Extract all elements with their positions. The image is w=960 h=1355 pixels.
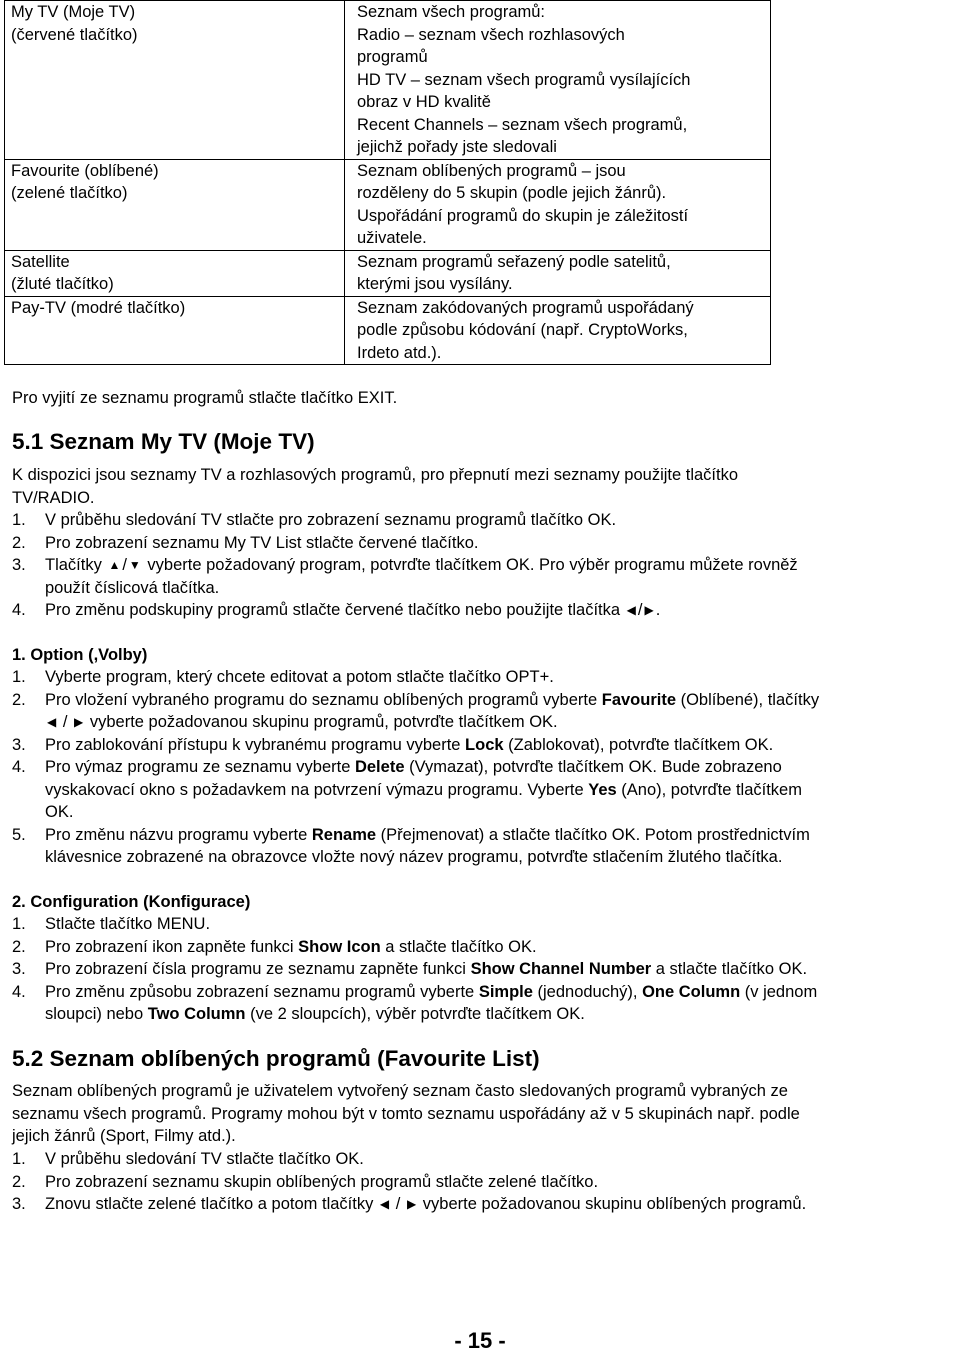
list-number: 1. [12, 915, 26, 933]
list-item [12, 756, 819, 824]
step-text: Pro zobrazení ikon zapněte funkci [45, 937, 299, 956]
intro-line: Seznam oblíbených programů je uživatelem vytvořený seznam často sledovaných programů vybraných ze [12, 1082, 788, 1100]
intro-line: K dispozici jsou seznamy TV a rozhlasových programů, pro přepnutí mezi seznamy použijte tlačítko [12, 466, 739, 484]
list-number: 3. [12, 1195, 26, 1213]
list-number: 3. [12, 556, 26, 574]
step-text: (Oblíbené), tlačítky [676, 690, 820, 709]
desc-line: Seznam programů seřazený podle satelitů, [357, 252, 671, 271]
list-item [12, 913, 817, 936]
key-label: My TV (Moje TV) [11, 3, 136, 21]
desc-line: kterými jsou vysílány. [357, 275, 513, 293]
section-title-my-tv: 5.1 Seznam My TV (Moje TV) [12, 429, 315, 454]
step-keyword: Delete [354, 758, 405, 776]
table-cell-key [5, 250, 345, 296]
step-text: (ve 2 sloupcích), výběr potvrďte tlačítkem OK. [245, 1005, 585, 1023]
desc-line: Irdeto atd.). [357, 343, 442, 362]
list-item [12, 1148, 806, 1171]
step-text: Pro zablokování přístupu k vybranému programu vyberte [45, 735, 466, 754]
step-keyword: Show Channel Number [470, 960, 652, 978]
key-label: Pay-TV (modré tlačítko) [11, 298, 186, 317]
table-cell-key [5, 159, 345, 250]
list-item [12, 734, 819, 757]
list-number: 1. [12, 668, 26, 686]
list-item [12, 666, 819, 689]
desc-line: obraz v HD kvalitě [357, 93, 491, 111]
separator: / [637, 601, 643, 619]
left-triangle-icon: ◀ [379, 1197, 390, 1211]
list-number: 2. [12, 1172, 26, 1191]
table-row [5, 1, 771, 160]
step-text: vyberte požadovanou skupinu programů, potvrďte tlačítkem OK. [89, 713, 558, 731]
step-keyword: One Column [642, 982, 741, 1001]
list-item [12, 958, 817, 981]
right-triangle-icon: ▶ [74, 715, 84, 729]
step-text: Pro změnu názvu programu vyberte [45, 825, 312, 844]
separator: / [122, 556, 127, 574]
list-number: 3. [12, 735, 26, 754]
key-label: Favourite (oblíbené) [11, 161, 159, 180]
desc-line: Seznam všech programů: [357, 3, 546, 21]
exit-note: Pro vyjití ze seznamu programů stlačte tlačítko EXIT. [12, 389, 398, 407]
step-text: V průběhu sledování TV stlačte pro zobrazení seznamu programů tlačítko OK. [45, 511, 617, 529]
step-text: OK. [45, 803, 74, 821]
table-cell-desc [345, 159, 771, 250]
list-item [12, 824, 819, 869]
subsection-title-option: 1. Option (,Volby) [12, 646, 148, 664]
table-row [5, 250, 771, 296]
section-intro [12, 464, 738, 509]
list-item [12, 689, 819, 734]
intro-line: TV/RADIO. [12, 488, 95, 507]
step-text: . [655, 601, 661, 619]
step-text: Znovu stlačte zelené tlačítko a potom tlačítky [45, 1195, 374, 1213]
list-item [12, 509, 798, 532]
list-number: 2. [12, 690, 26, 709]
page-number: - 15 - [454, 1328, 506, 1353]
desc-line: Seznam zakódovaných programů uspořádaný [357, 298, 694, 317]
step-text: (Ano), potvrďte tlačítkem [616, 780, 802, 799]
step-keyword: Simple [478, 982, 533, 1001]
list-item [12, 554, 798, 599]
step-text: Stlačte tlačítko MENU. [45, 915, 211, 933]
step-keyword: Yes [588, 780, 617, 799]
step-keyword: Lock [465, 735, 504, 754]
table-cell-desc [345, 1, 771, 160]
step-keyword: Rename [311, 825, 377, 844]
step-text: Pro změnu podskupiny programů stlačte červené tlačítko nebo použijte tlačítka [45, 601, 621, 619]
step-text: sloupci) nebo [45, 1005, 148, 1023]
desc-line: Radio – seznam všech rozhlasových [357, 25, 625, 44]
step-text: Pro změnu způsobu zobrazení seznamu programů vyberte [45, 982, 479, 1001]
step-text: a stlačte tlačítko OK. [380, 937, 537, 956]
step-text: vyskakovací okno s požadavkem na potvrzení výmazu programu. Vyberte [45, 780, 589, 799]
right-triangle-icon: ▶ [406, 1197, 417, 1211]
step-text: Tlačítky [45, 556, 102, 574]
separator: / [62, 713, 68, 731]
section-title-favourite: 5.2 Seznam oblíbených programů (Favourite List) [12, 1046, 540, 1071]
down-triangle-icon: ▼ [128, 558, 141, 572]
favourite-steps [12, 1148, 806, 1216]
step-text: (v jednom [740, 982, 818, 1001]
list-number: 4. [12, 982, 26, 1001]
desc-line: Recent Channels – seznam všech programů, [357, 115, 688, 134]
step-text: Pro vložení vybraného programu do seznamu oblíbených programů vyberte [45, 690, 602, 709]
step-text: Pro zobrazení čísla programu ze seznamu zapněte funkci [45, 960, 471, 978]
intro-line: jejich žánrů (Sport, Filmy atd.). [12, 1127, 236, 1145]
key-label: (zelené tlačítko) [11, 184, 128, 202]
desc-line: uživatele. [357, 229, 427, 247]
desc-line: jejichž pořady jste sledovali [357, 138, 557, 156]
list-number: 4. [12, 601, 26, 619]
desc-line: rozděleny do 5 skupin (podle jejich žánrů). [357, 184, 667, 202]
desc-line: podle způsobu kódování (např. CryptoWorks, [357, 321, 688, 339]
list-number: 5. [12, 825, 26, 844]
step-text: klávesnice zobrazené na obrazovce vložte nový název programu, potvrďte stlačením žlutého tlačítka. [45, 848, 783, 866]
list-number: 1. [12, 511, 26, 529]
list-item [12, 1171, 806, 1194]
step-text: vyberte požadovaný program, potvrďte tlačítkem OK. Pro výběr programu můžete rovněž [147, 556, 798, 574]
list-number: 2. [12, 937, 26, 956]
table-row [5, 296, 771, 365]
left-triangle-icon: ◀ [626, 603, 636, 617]
desc-line: Seznam oblíbených programů – jsou [357, 161, 626, 180]
intro-line: seznamu všech programů. Programy mohou být v tomto seznamu uspořádány až v 5 skupinách např. podle [12, 1104, 800, 1123]
step-text: vyberte požadovanou skupinu oblíbených programů. [422, 1195, 807, 1213]
key-label: (žluté tlačítko) [11, 275, 114, 293]
desc-line: programů [357, 48, 428, 66]
subsection-title-config: 2. Configuration (Konfigurace) [12, 893, 251, 911]
list-number: 1. [12, 1150, 26, 1168]
option-steps [12, 666, 819, 869]
step-text: Vyberte program, který chcete editovat a potom stlačte tlačítko OPT+. [45, 668, 554, 686]
step-text: (Přejmenovat) a stlačte tlačítko OK. Potom prostřednictvím [376, 825, 810, 844]
step-keyword: Favourite [601, 690, 677, 709]
separator: / [395, 1195, 401, 1213]
step-text: Pro výmaz programu ze seznamu vyberte [45, 758, 355, 776]
my-tv-steps [12, 509, 798, 622]
step-text: (Zablokovat), potvrďte tlačítkem OK. [503, 735, 774, 754]
key-label: Satellite [11, 252, 70, 271]
step-text: (jednoduchý), [532, 982, 643, 1001]
step-text: (Vymazat), potvrďte tlačítkem OK. Bude zobrazeno [404, 758, 782, 776]
list-number: 4. [12, 758, 26, 776]
step-text: použít číslicová tlačítka. [45, 578, 220, 597]
key-table [4, 0, 771, 365]
section-intro [12, 1080, 800, 1148]
list-number: 3. [12, 960, 26, 978]
table-cell-key [5, 296, 345, 365]
list-item [12, 599, 798, 622]
step-text: Pro zobrazení seznamu skupin oblíbených programů stlačte zelené tlačítko. [45, 1172, 599, 1191]
step-text: Pro zobrazení seznamu My TV List stlačte červené tlačítko. [45, 533, 479, 552]
step-keyword: Show Icon [298, 937, 381, 956]
step-keyword: Two Column [147, 1005, 246, 1023]
list-item [12, 1193, 806, 1216]
right-triangle-icon: ▶ [644, 603, 654, 617]
list-item [12, 936, 817, 959]
list-number: 2. [12, 533, 26, 552]
key-label: (červené tlačítko) [11, 25, 138, 44]
table-cell-key [5, 1, 345, 160]
desc-line: HD TV – seznam všech programů vysílajících [357, 70, 691, 89]
desc-line: Uspořádání programů do skupin je záležitostí [357, 206, 689, 225]
table-cell-desc [345, 296, 771, 365]
list-item [12, 981, 817, 1026]
step-text: V průběhu sledování TV stlačte tlačítko OK. [45, 1150, 364, 1168]
step-text: a stlačte tlačítko OK. [651, 960, 808, 978]
up-triangle-icon: ▲ [108, 558, 121, 572]
list-item [12, 532, 798, 555]
left-triangle-icon: ◀ [47, 715, 57, 729]
table-cell-desc [345, 250, 771, 296]
config-steps [12, 913, 817, 1026]
table-row [5, 159, 771, 250]
